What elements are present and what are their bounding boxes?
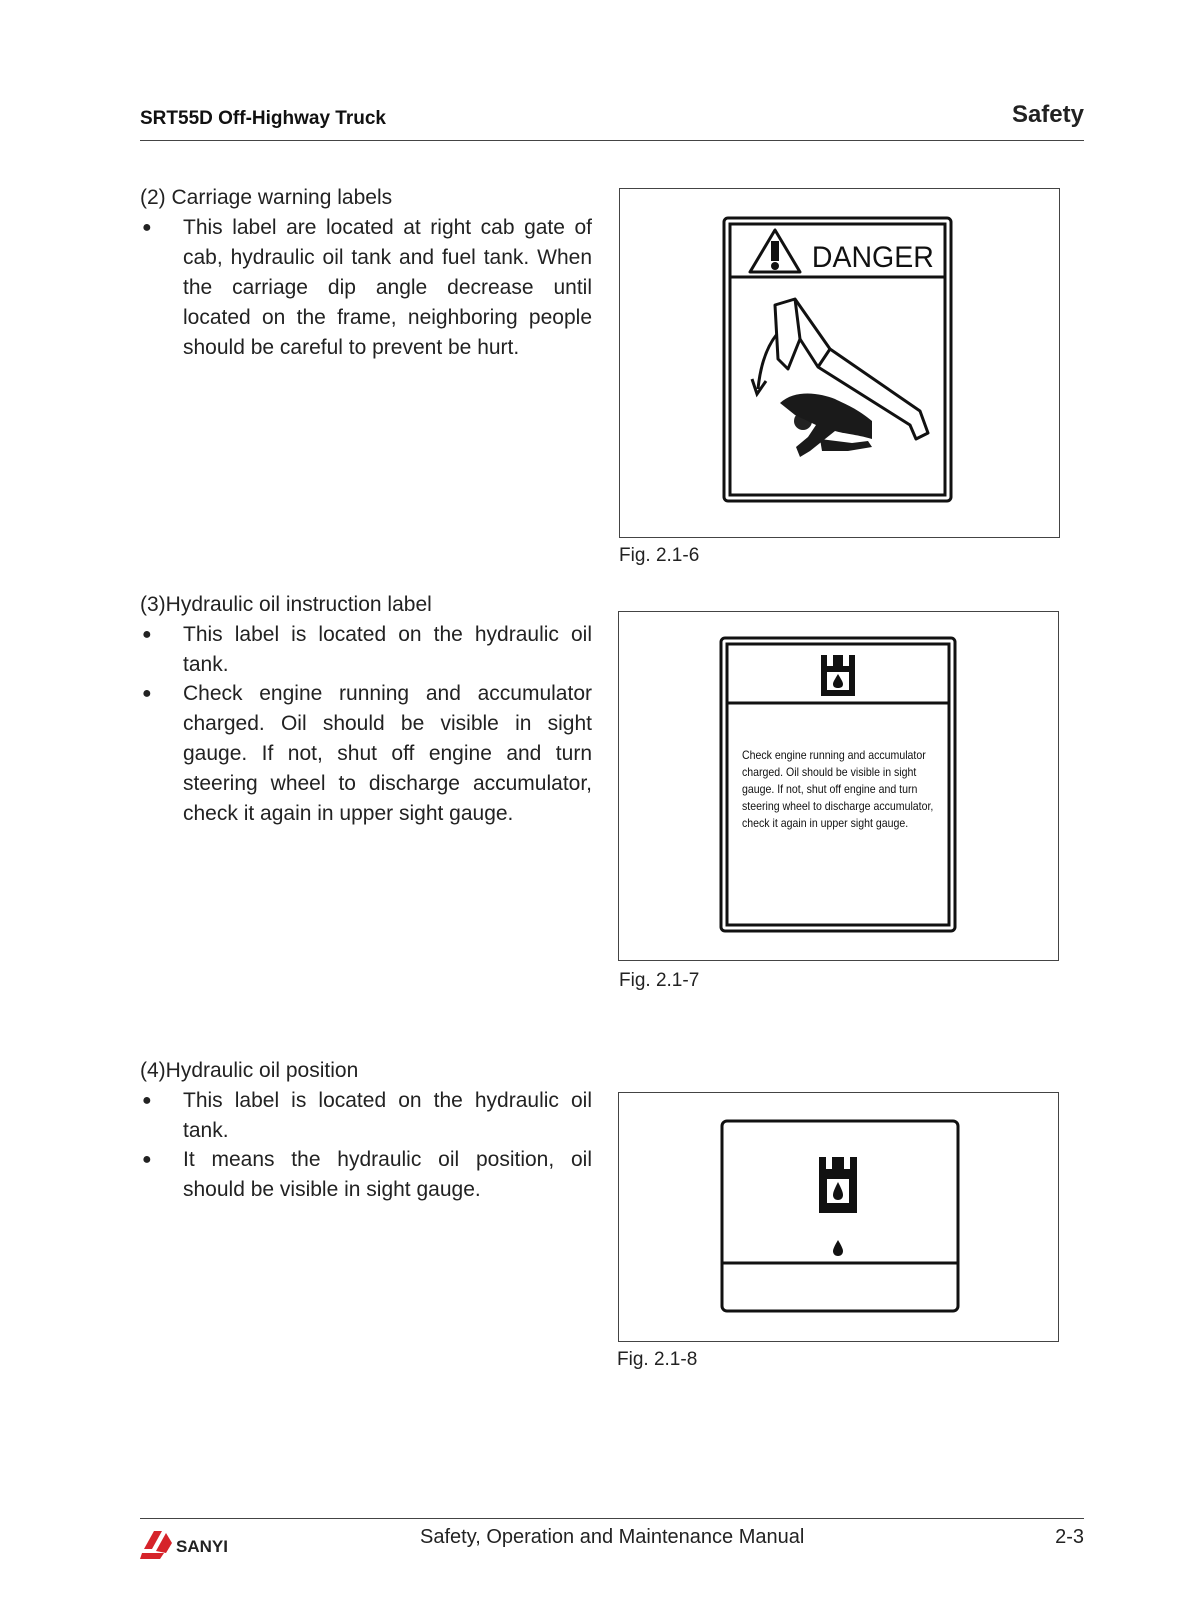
hydraulic-tank-icon [821,655,855,696]
figure-caption: Fig. 2.1-7 [619,970,700,991]
figure-hydraulic-position-label [618,1092,1059,1342]
bullet-icon: ● [142,219,152,236]
bullet-text: Check engine running and accumulator charged. Oil should be visible in sight gauge. If not, shut off engine and turn steering wheel to discharge accumulator, check it again in upper sight gauge. [183,682,592,825]
page-number: 2-3 [1055,1526,1084,1548]
figure-hydraulic-instruction-label [618,611,1059,961]
hydraulic-position-label [619,1093,1058,1341]
section-4-heading: (4)Hydraulic oil position [140,1059,359,1082]
bullet-icon: ● [142,626,152,643]
bullet-icon: ● [142,685,152,702]
sanyi-logo-icon [140,1521,255,1561]
hydraulic-tank-icon [819,1157,857,1213]
section-4-bullet-1 [140,1086,592,1146]
label-instruction-text [742,747,934,832]
section-2-bullet-1 [140,213,592,363]
header-divider [140,140,1084,141]
bullet-text: This label are located at right cab gate of cab, hydraulic oil tank and fuel tank. When the carriage dip angle decrease until located on the frame, neighboring people should be careful to prevent be hurt. [183,216,592,359]
bullet-text: This label is located on the hydraulic oil tank. [183,623,592,676]
label-line: check it again in upper sight gauge. [742,816,909,830]
section-4-bullet-2 [140,1145,592,1205]
document-title: SRT55D Off-Highway Truck [140,108,386,129]
figure-danger-label [619,188,1060,538]
section-title: Safety [1011,101,1084,128]
section-2-heading: (2) Carriage warning labels [140,186,393,209]
danger-word: DANGER [811,241,934,275]
section-3-heading: (3)Hydraulic oil instruction label [140,593,432,616]
danger-tipping-body-icon [620,189,1059,537]
label-line: Check engine running and accumulator [742,748,926,762]
label-line: steering wheel to discharge accumulator, [742,799,934,813]
brand-name: SANYI [176,1537,228,1556]
label-line: gauge. If not, shut off engine and turn [742,782,918,796]
section-3-bullet-2 [140,679,592,829]
label-line: charged. Oil should be visible in sight [742,765,917,779]
footer-divider [140,1518,1084,1519]
manual-title: Safety, Operation and Maintenance Manual [420,1526,805,1548]
bullet-icon: ● [142,1151,152,1168]
figure-caption: Fig. 2.1-6 [619,545,700,566]
bullet-text: This label is located on the hydraulic oil tank. [183,1089,592,1142]
bullet-icon: ● [142,1092,152,1109]
figure-caption: Fig. 2.1-8 [617,1349,698,1370]
sanyi-logo [140,1521,255,1561]
section-3-bullet-1 [140,620,592,680]
bullet-text: It means the hydraulic oil position, oil should be visible in sight gauge. [183,1148,592,1201]
